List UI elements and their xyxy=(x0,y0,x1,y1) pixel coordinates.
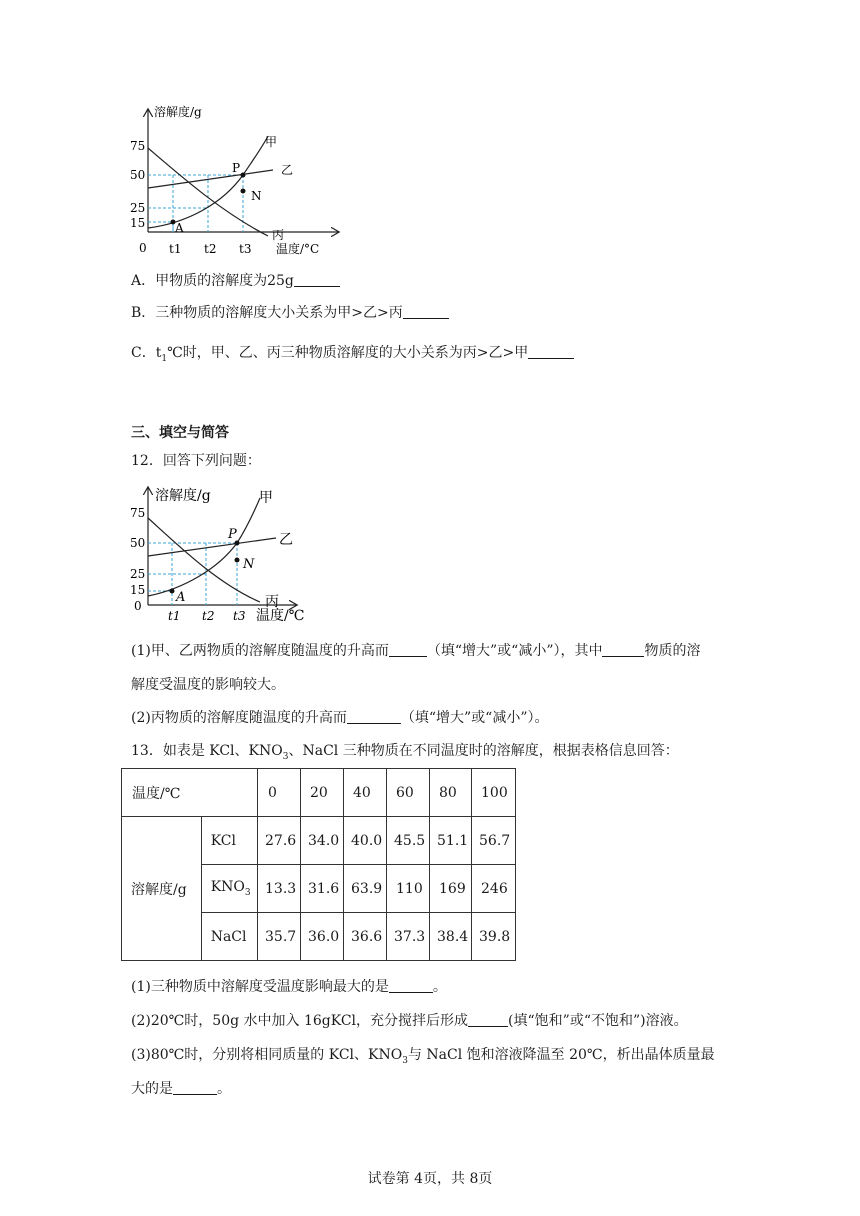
table-temp-0: 0 xyxy=(258,769,301,817)
blank-c[interactable] xyxy=(528,344,574,359)
table-cell: 36.0 xyxy=(301,913,344,961)
q13-stem-a: 13．如表是 KCl、KNO xyxy=(131,743,283,759)
graph1-xtick-t2: t2 xyxy=(204,242,217,256)
graph2-label-p: P xyxy=(228,527,237,542)
q13-part3-line2 xyxy=(131,1079,231,1099)
option-b-text: B．三种物质的溶解度大小关系为甲>乙>丙 xyxy=(131,305,403,321)
q13-q3-d: 。 xyxy=(217,1081,231,1097)
table-cell: 36.6 xyxy=(344,913,387,961)
table-cell-name: KCl xyxy=(201,817,257,865)
graph2-ytick-15: 15 xyxy=(130,583,146,597)
graph2-label-bing: 丙 xyxy=(265,594,279,610)
page-footer: 试卷第 4页，共 8页 xyxy=(367,1171,493,1187)
blank-q13-3[interactable] xyxy=(173,1080,217,1095)
graph1-label-p: P xyxy=(232,161,241,175)
q13-q1-a: (1)三种物质中溶解度受温度影响最大的是 xyxy=(131,979,389,995)
dashed-guides xyxy=(148,175,243,232)
section-title: 三、填空与简答 xyxy=(131,425,229,441)
q13-stem-b: 、NaCl 三种物质在不同温度时的溶解度，根据表格信息回答： xyxy=(288,743,679,759)
option-c-text: ℃时，甲、乙、丙三种物质溶解度的大小关系为丙>乙>甲 xyxy=(167,345,529,361)
table-cell: 34.0 xyxy=(301,817,344,865)
table-cell: 37.3 xyxy=(387,913,430,961)
option-a xyxy=(131,271,340,291)
q13-q3-a: (3)80℃时，分别将相同质量的 KCl、KNO xyxy=(131,1047,403,1063)
graph2-label-jia: 甲 xyxy=(259,490,273,506)
table-header-row xyxy=(122,769,516,817)
table-cell: 169 xyxy=(430,865,472,913)
graph1-label-n: N xyxy=(251,189,262,203)
table-cell: 27.6 xyxy=(258,817,301,865)
q12-stem: 12．回答下列问题： xyxy=(131,453,261,469)
graph1-origin: 0 xyxy=(139,241,147,255)
graph1-ytick-15: 15 xyxy=(130,216,146,230)
table-cell: 45.5 xyxy=(387,817,430,865)
q12-part1-line2: 解度受温度的影响较大。 xyxy=(131,677,285,693)
option-c xyxy=(131,343,574,369)
table-cell: 38.4 xyxy=(430,913,472,961)
q13-part1 xyxy=(131,977,447,997)
q12-p1-b: （填“增大”或“减小”），其中 xyxy=(426,643,603,659)
graph2-origin: 0 xyxy=(134,599,142,613)
graph2-label-yi: 乙 xyxy=(279,532,293,548)
graph1-ytick-50: 50 xyxy=(130,168,146,182)
point-n-2 xyxy=(235,558,240,563)
option-a-text: A．甲物质的溶解度为25g xyxy=(131,273,294,289)
q13-q3-sub: 3 xyxy=(402,1055,408,1066)
table-cell: 39.8 xyxy=(472,913,516,961)
table-temp-80: 80 xyxy=(430,769,472,817)
table-temp-header: 温度/℃ xyxy=(122,769,258,817)
q13-stem xyxy=(131,741,679,767)
table-cell: 31.6 xyxy=(301,865,344,913)
graph2-ytick-50: 50 xyxy=(130,536,146,550)
table-row-kcl xyxy=(122,817,516,865)
graph2-xtick-t2: t2 xyxy=(202,609,215,622)
q13-part2 xyxy=(131,1011,688,1031)
point-a-2 xyxy=(170,589,175,594)
q13-q2-a: (2)20℃时，50g 水中加入 16gKCl，充分搅拌后形成 xyxy=(131,1013,469,1029)
graph2-xlabel: 温度/℃ xyxy=(256,608,305,622)
table-cell: 56.7 xyxy=(472,817,516,865)
graph2-label-a: A xyxy=(176,590,186,605)
blank-q12-1[interactable] xyxy=(389,642,427,657)
table-group-label: 溶解度/g xyxy=(122,817,202,961)
graph1-label-jia: 甲 xyxy=(265,135,278,149)
graph1-label-yi: 乙 xyxy=(281,163,294,177)
solubility-table xyxy=(121,768,516,961)
dashed-guides-2 xyxy=(148,543,237,605)
kno3-sub: 3 xyxy=(244,887,251,898)
q12-p1-c: 物质的溶 xyxy=(644,643,701,659)
table-cell-name: NaCl xyxy=(201,913,257,961)
table-temp-40: 40 xyxy=(344,769,387,817)
blank-q12-2[interactable] xyxy=(602,642,644,657)
table-cell: 246 xyxy=(472,865,516,913)
point-p xyxy=(241,173,246,178)
graph2-label-n: N xyxy=(243,557,255,572)
table-cell-name xyxy=(201,865,257,913)
graph1-ytick-75: 75 xyxy=(130,139,146,153)
graph1-ytick-25: 25 xyxy=(130,201,146,215)
graph2-ytick-25: 25 xyxy=(130,567,146,581)
q13-q2-b: (填“饱和”或“不饱和”)溶液。 xyxy=(508,1013,688,1029)
curve-jia-2 xyxy=(148,498,260,596)
graph1-ylabel: 溶解度/g xyxy=(154,105,202,119)
curve-yi-2 xyxy=(148,538,276,556)
graph2-ytick-75: 75 xyxy=(130,506,146,520)
graph1-xtick-t1: t1 xyxy=(169,242,182,256)
graph2-xtick-t1: t1 xyxy=(168,609,181,622)
kno3-name: KNO xyxy=(210,879,245,896)
solubility-graph-1 xyxy=(128,98,348,266)
q13-q3-c: 大的是 xyxy=(131,1081,173,1097)
q13-part3-line1 xyxy=(131,1045,715,1071)
table-cell: 110 xyxy=(387,865,430,913)
table-cell: 35.7 xyxy=(258,913,301,961)
blank-b[interactable] xyxy=(403,304,449,319)
q12-p2-b: （填“增大”或“减小”）。 xyxy=(400,710,549,726)
graph1-label-bing: 丙 xyxy=(272,228,285,242)
table-temp-100: 100 xyxy=(472,769,516,817)
blank-q12-3[interactable] xyxy=(347,709,401,724)
table-cell: 51.1 xyxy=(430,817,472,865)
q13-q3-b: 与 NaCl 饱和溶液降温至 20℃，析出晶体质量最 xyxy=(407,1047,715,1063)
q13-stem-sub: 3 xyxy=(282,751,289,762)
solubility-graph-2 xyxy=(128,484,318,622)
graph1-xlabel: 温度/°C xyxy=(276,242,320,256)
q12-part1-line1 xyxy=(131,641,700,661)
option-c-prefix: C． xyxy=(131,345,156,361)
curve-yi xyxy=(148,170,273,188)
point-n xyxy=(241,189,246,194)
q12-p2-a: (2)丙物质的溶解度随温度的升高而 xyxy=(131,710,347,726)
q12-part2 xyxy=(131,708,548,728)
q12-p1-a: (1)甲、乙两物质的溶解度随温度的升高而 xyxy=(131,643,389,659)
graph1-label-a: A xyxy=(175,221,184,235)
option-b xyxy=(131,303,449,323)
table-cell: 13.3 xyxy=(258,865,301,913)
blank-q13-2[interactable] xyxy=(468,1012,508,1027)
table-cell: 40.0 xyxy=(344,817,387,865)
table-temp-20: 20 xyxy=(301,769,344,817)
table-temp-60: 60 xyxy=(387,769,430,817)
q13-q1-b: 。 xyxy=(432,979,447,995)
graph1-xtick-t3: t3 xyxy=(239,242,252,256)
blank-a[interactable] xyxy=(294,272,340,287)
graph2-ylabel: 溶解度/g xyxy=(155,488,211,504)
option-c-t: t xyxy=(155,345,162,361)
option-c-sub: 1 xyxy=(161,353,168,364)
blank-q13-1[interactable] xyxy=(389,978,433,993)
graph2-xtick-t3: t3 xyxy=(233,609,246,622)
table-cell: 63.9 xyxy=(344,865,387,913)
